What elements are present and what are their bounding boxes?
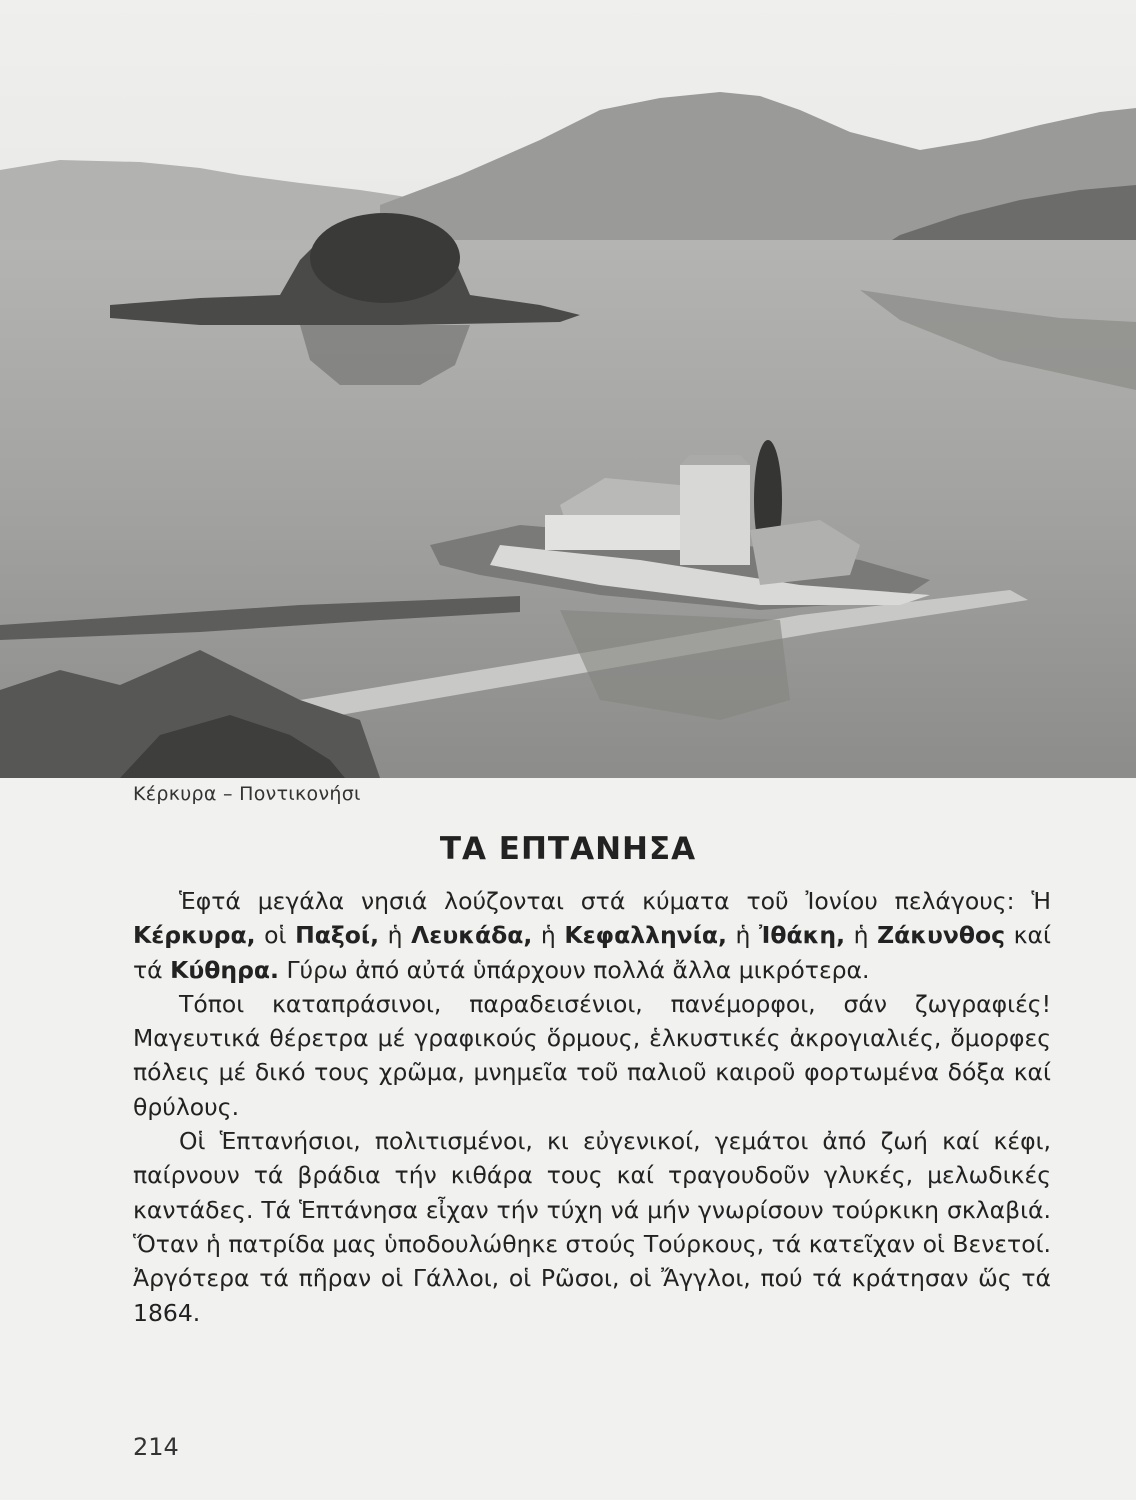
body-text [133,884,1051,1330]
p1-text-5: ἡ [726,921,759,950]
island-paxoi: Παξοί, [295,921,380,950]
island-kefallinia: Κεφαλληνία, [564,921,727,950]
paragraph-1 [133,884,1051,987]
photo-caption: Κέρκυρα – Ποντικονήσι [133,783,361,805]
island-zakynthos: Ζάκυνθος [877,921,1006,950]
p1-text-1: Ἑφτά μεγάλα νησιά λούζονται στά κύματα τοῦ Ἰονίου πελάγους: Ἡ [179,887,1051,915]
island-trees [310,213,460,303]
paragraph-3: Οἱ Ἑπτανήσιοι, πολιτισμένοι, κι εὐγενικοί, γεμάτοι ἀπό ζωή καί κέφι, παίρνουν τά βράδια τήν κιθάρα τους καί τραγουδοῦν γλυκές, μελωδικές καντάδες. Τά Ἑπτάνησα εἶχαν τήν τύχη νά μήν γνωρίσουν τούρκικη σκλαβιά. Ὅταν ἡ πατρίδα μας ὑποδουλώθηκε στούς Τούρκους, τά κατεῖχαν οἱ Βενετοί. Ἀργότερα τά πῆραν οἱ Γάλλοι, οἱ Ρῶσοι, οἱ Ἄγγλοι, πού τά κράτησαν ὥς τά 1864. [133,1127,1051,1327]
p1-text-6: ἡ [845,921,878,950]
monastery-building [545,515,685,550]
bell-tower [680,465,750,565]
bell-tower-top [680,455,750,465]
p1-text-3: ἡ [379,921,412,950]
island-lefkada: Λευκάδα, [411,921,533,950]
island-ithaki: Ἰθάκη, [759,921,846,950]
page-title: ΤΑ ΕΠΤΑΝΗΣΑ [439,831,697,867]
p1-text-8: Γύρω ἀπό αὐτά ὑπάρχουν πολλά ἄλλα μικρότερα. [278,955,870,984]
p1-text-7: καί τά [133,921,1051,984]
paragraph-2: Τόποι καταπράσινοι, παραδεισένιοι, πανέμορφοι, σάν ζωγραφιές! Μαγευτικά θέρετρα μέ γραφικούς ὅρμους, ἑλκυστικές ἀκρογιαλιές, ὄμορφες πόλεις μέ δικό τους χρῶμα, μνημεῖα τοῦ παλιοῦ καιροῦ φορτωμένα δόξα καί θρύλους. [133,989,1051,1121]
island-kythira: Κύθηρα. [170,955,279,984]
island-kerkyra: Κέρκυρα, [133,921,256,950]
p1-text-4: ἡ [532,921,565,950]
p1-text-2: οἱ [255,921,296,950]
page-number: 214 [133,1433,179,1461]
